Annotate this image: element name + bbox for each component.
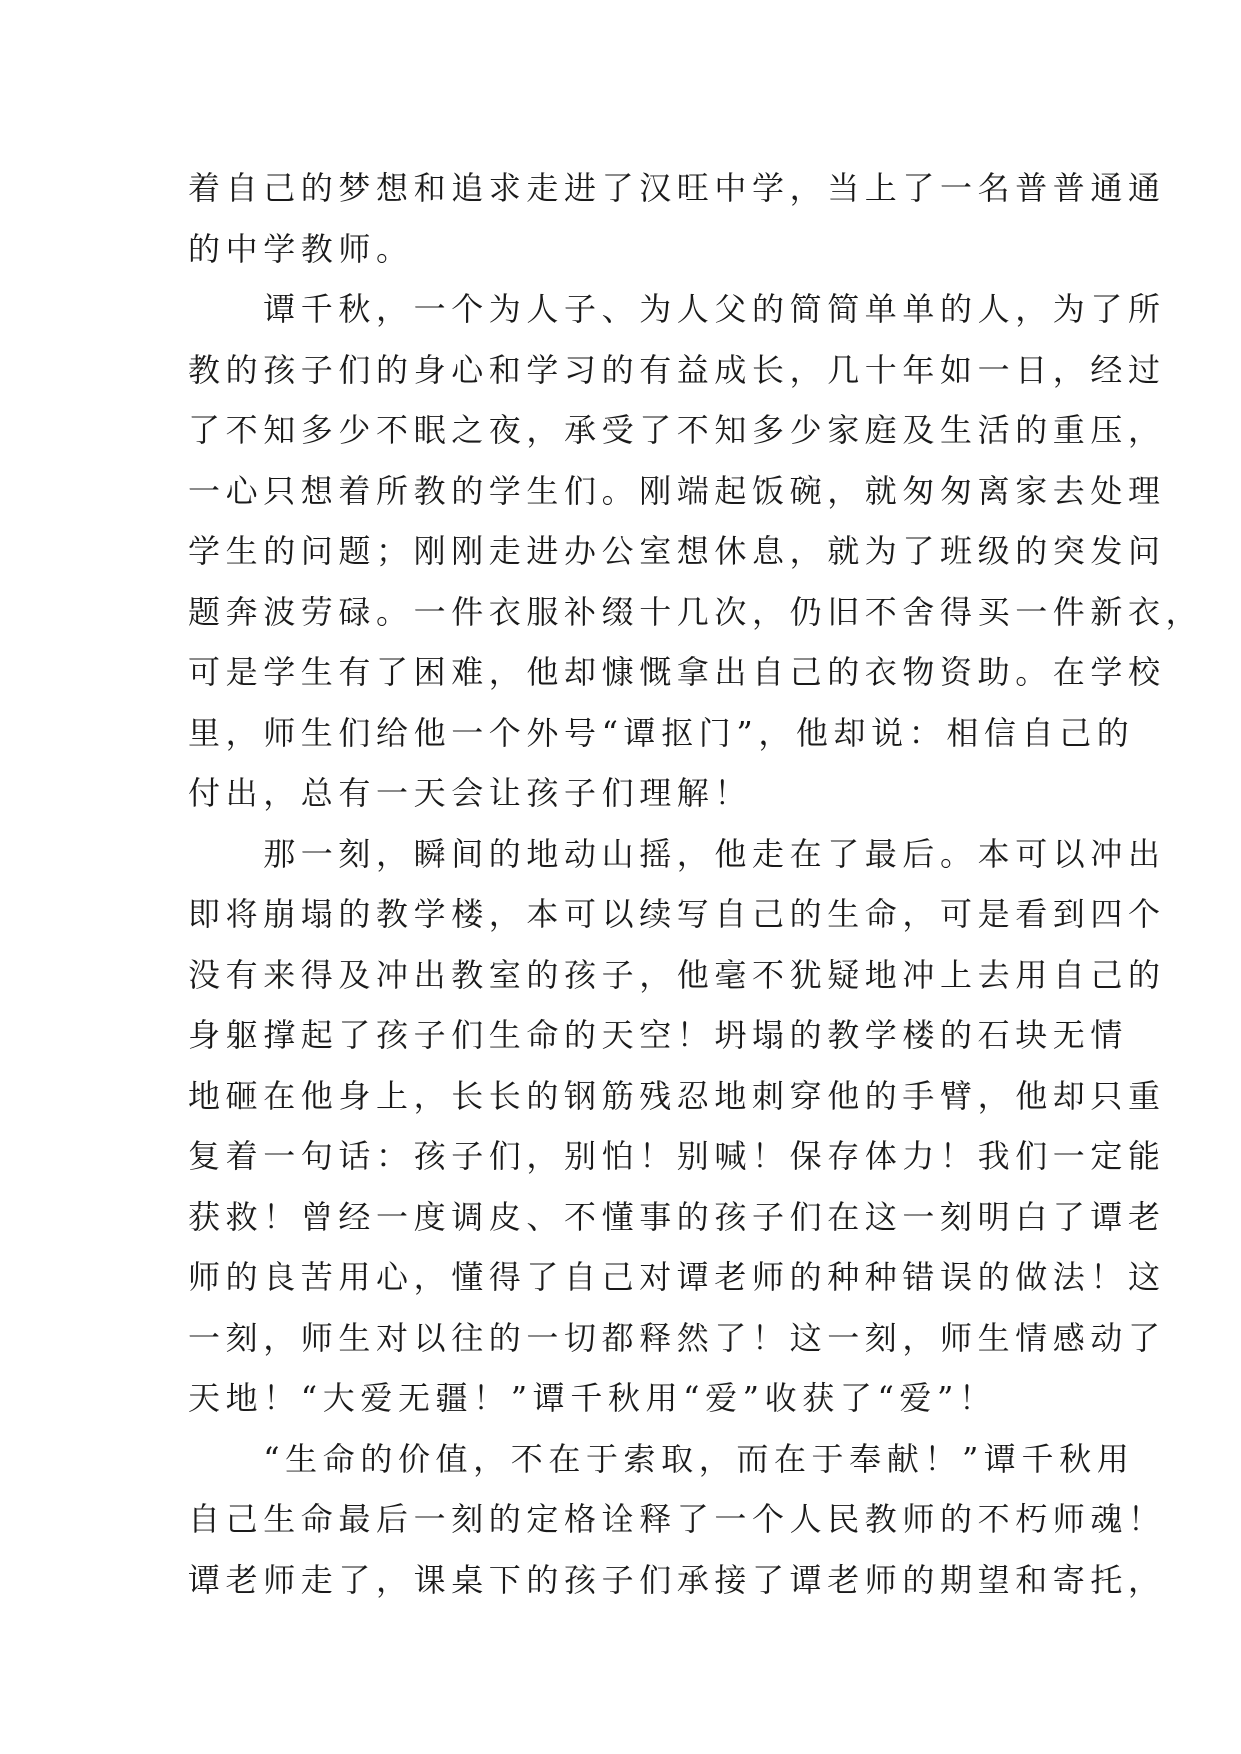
text-line: 题奔波劳碌。一件衣服补缀十几次，仍旧不舍得买一件新衣， bbox=[188, 592, 1204, 631]
text-line: 可是学生有了困难，他却慷慨拿出自己的衣物资助。在学校 bbox=[188, 653, 1166, 691]
text-line: 学生的问题；刚刚走进办公室想休息，就为了班级的突发问 bbox=[188, 532, 1166, 570]
text-line: 教的孩子们的身心和学习的有益成长，几十年如一日，经过 bbox=[188, 350, 1166, 389]
text-line: 师的良苦用心，懂得了自己对谭老师的种种错误的做法！这 bbox=[188, 1258, 1166, 1296]
text-line: 的中学教师。 bbox=[188, 229, 414, 268]
text-line: 了不知多少不眠之夜，承受了不知多少家庭及生活的重压， bbox=[188, 411, 1166, 449]
text-line: 获救！曾经一度调皮、不懂事的孩子们在这一刻明白了谭老 bbox=[188, 1197, 1166, 1236]
text-line: 复着一句话：孩子们，别怕！别喊！保存体力！我们一定能 bbox=[188, 1137, 1166, 1175]
text-line: 即将崩塌的教学楼，本可以续写自己的生命，可是看到四个 bbox=[188, 895, 1166, 933]
text-line: 谭老师走了，课桌下的孩子们承接了谭老师的期望和寄托， bbox=[188, 1560, 1166, 1599]
text-line: 付出，总有一天会让孩子们理解！ bbox=[188, 774, 753, 812]
text-line: 天地！“大爱无疆！”谭千秋用“爱”收获了“爱”！ bbox=[188, 1379, 997, 1417]
text-line: 那一刻，瞬间的地动山摇，他走在了最后。本可以冲出 bbox=[188, 834, 1166, 873]
text-line: 里，师生们给他一个外号“谭抠门”，他却说：相信自己的 bbox=[188, 713, 1135, 752]
text-line: 自己生命最后一刻的定格诠释了一个人民教师的不朽师魂！ bbox=[188, 1500, 1166, 1538]
text-line: 没有来得及冲出教室的孩子，他毫不犹疑地冲上去用自己的 bbox=[188, 955, 1166, 994]
document-body bbox=[188, 158, 1204, 1610]
text-line: 一刻，师生对以往的一切都释然了！这一刻，师生情感动了 bbox=[188, 1318, 1166, 1357]
text-line: 谭千秋，一个为人子、为人父的简简单单的人，为了所 bbox=[188, 290, 1166, 328]
text-line: 身躯撑起了孩子们生命的天空！坍塌的教学楼的石块无情 bbox=[188, 1016, 1129, 1054]
text-line: 地砸在他身上，长长的钢筋残忍地刺穿他的手臂，他却只重 bbox=[188, 1076, 1166, 1115]
text-line: 着自己的梦想和追求走进了汉旺中学，当上了一名普普通通 bbox=[188, 169, 1166, 207]
text-line: 一心只想着所教的学生们。刚端起饭碗，就匆匆离家去处理 bbox=[188, 471, 1166, 510]
text-line: “生命的价值，不在于索取，而在于奉献！”谭千秋用 bbox=[188, 1439, 1135, 1478]
